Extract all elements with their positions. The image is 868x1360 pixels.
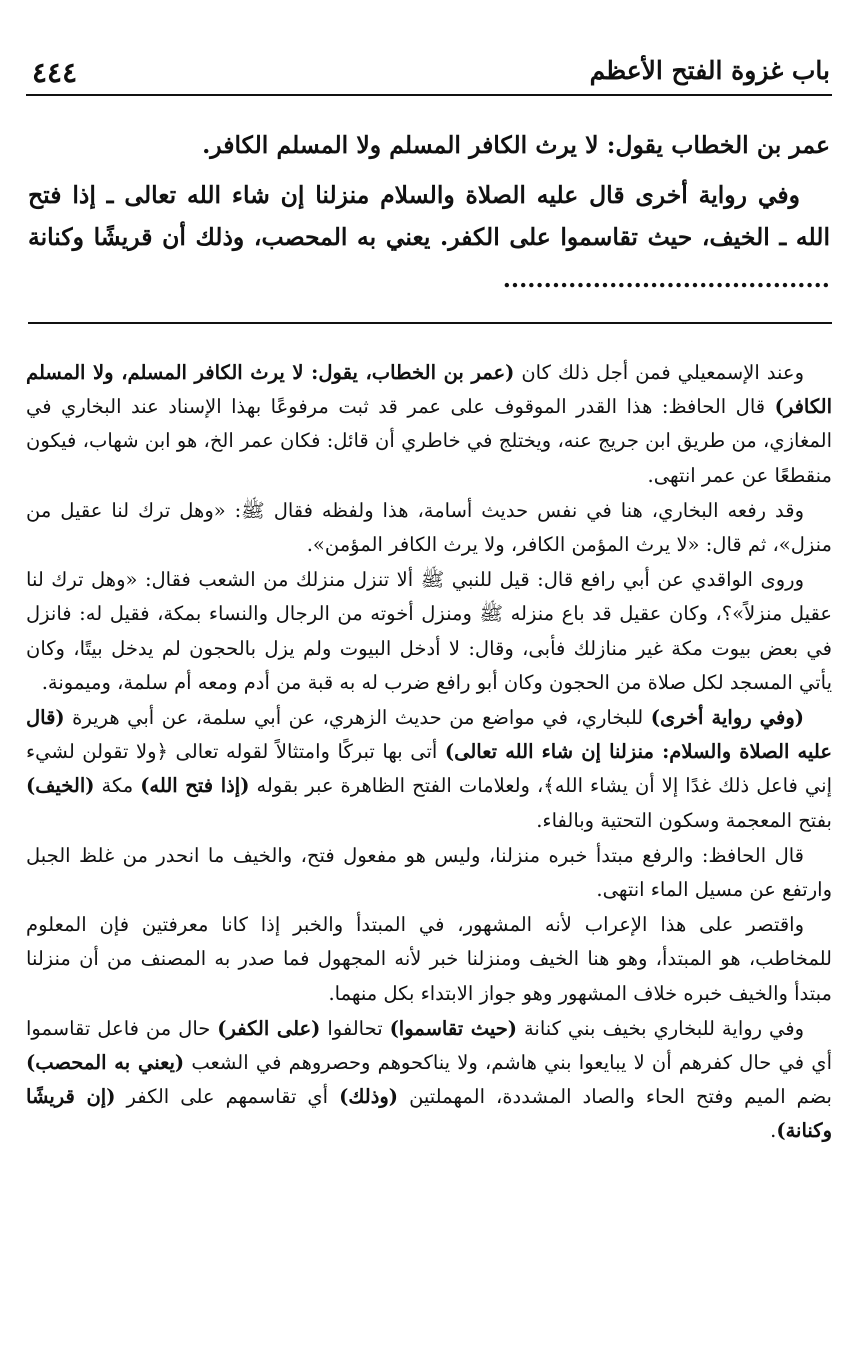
commentary-paragraph: واقتصر على هذا الإعراب لأنه المشهور، في المبتدأ والخبر إذا كانا معرفتين فإن المعلوم للمخاطب، هو المبتدأ، وهو هنا الخيف ومنزلنا خبر لأنه المجهول فما صدر به المصنف من أن منزلنا مبتدأ والخيف خبره خلاف المشهور وهو جواز الابتداء بكل منهما. [26, 913, 832, 1005]
matn-text-block [28, 124, 830, 308]
quoted-matn: (إن قريشًا وكنانة) [26, 1085, 832, 1143]
matn-paragraph: عمر بن الخطاب يقول: لا يرث الكافر المسلم ولا المسلم الكافر. [202, 131, 830, 159]
text-run: أي تقاسمهم على الكفر [115, 1085, 340, 1109]
commentary-paragraph [26, 1012, 832, 1149]
commentary-text-block [26, 356, 832, 1150]
section-divider [28, 322, 832, 324]
quoted-matn: (الخيف) [26, 774, 95, 798]
text-run: أتى بها تبركًا وامتثالاً لقوله تعالى ﴿ولا تقولن لشيء إني فاعل ذلك غدًا إلا أن يشاء الله﴾، ولعلامات الفتح الظاهرة عبر بقوله [26, 740, 832, 798]
quoted-matn: (حيث تقاسموا) [389, 1016, 518, 1040]
text-run: وفي رواية للبخاري بخيف بني كنانة [517, 1016, 805, 1040]
commentary-paragraph: قال الحافظ: والرفع مبتدأ خبره منزلنا، وليس هو مفعول فتح، والخيف ما انحدر من غلظ الجبل وارتفع عن مسيل الماء انتهى. [26, 843, 832, 902]
running-title: باب غزوة الفتح الأعظم [589, 56, 830, 85]
commentary-paragraph: وروى الواقدي عن أبي رافع قال: قيل للنبي ﷺ ألا تنزل منزلك من الشعب فقال: «وهل ترك لنا عقيل منزلاً»؟، وكان عقيل قد باع منزله ﷺ ومنزل أخوته من الرجال والنساء بمكة، فقيل له: فانزل في بعض بيوت مكة غير منازلك فأبى، وقال: لا أدخل البيوت ولم يزل بالحجون لم يدخل بيتًا، وكان يأتي المسجد لكل صلاة من الحجون وكان أبو رافع ضرب له به قبة من أدم ومعه أم سلمة، وميمونة. [26, 568, 832, 694]
quoted-matn: (وفي رواية أخرى) [650, 706, 804, 730]
text-run: بفتح المعجمة وسكون التحتية وبالفاء. [536, 808, 832, 832]
quoted-matn: (إذا فتح الله) [140, 774, 250, 798]
text-run: بضم الميم وفتح الحاء والصاد المشددة، المهملتين [398, 1085, 832, 1109]
matn-paragraph [28, 174, 830, 300]
text-run: مكة [94, 774, 141, 798]
quoted-matn: (يعني به المحصب) [26, 1051, 185, 1075]
continuation-dots: ........................................ [502, 265, 830, 293]
page-number: ٤٤٤ [32, 56, 78, 89]
commentary-paragraph [26, 356, 832, 493]
matn-text: وفي رواية أخرى قال عليه الصلاة والسلام منزلنا إن شاء الله تعالى ـ إذا فتح الله ـ الخيف، حيث تقاسموا على الكفر. يعني به المحصب، وذلك أن قريشًا وكنانة [28, 181, 830, 251]
text-run: للبخاري، في مواضع من حديث الزهري، عن أبي سلمة، عن أبي هريرة [64, 706, 651, 730]
quoted-matn: (على الكفر) [217, 1016, 321, 1040]
text-run: وعند الإسمعيلي فمن أجل ذلك كان [514, 361, 804, 384]
quoted-matn: (قال عليه الصلاة والسلام: منزلنا إن شاء الله تعالى) [26, 706, 832, 764]
text-run: حال من فاعل تقاسموا أي في حال كفرهم أن لا يبايعوا بني هاشم، ولا يناكحوهم وحصروهم في الشعب [26, 1016, 832, 1075]
quoted-matn: (عمر بن الخطاب، يقول: لا يرث الكافر المسلم، ولا المسلم الكافر) [26, 361, 832, 419]
page-header [26, 50, 832, 96]
text-run: . [770, 1119, 777, 1143]
text-run: تحالفوا [320, 1016, 390, 1040]
commentary-paragraph [26, 701, 832, 838]
text-run: قال الحافظ: هذا القدر الموقوف على عمر قد ثبت مرفوعًا بهذا الإسناد عند البخاري في المغازي، من طريق ابن جريج عنه، ويختلج في خاطري أن قائل: فكان عمر الخ، هو ابن شهاب، فيكون منقطعًا عن عمر انتهى. [26, 395, 832, 487]
quoted-matn: (وذلك) [339, 1085, 399, 1109]
commentary-paragraph: وقد رفعه البخاري، هنا في نفس حديث أسامة، هذا ولفظه فقال ﷺ: «وهل ترك لنا عقيل من منزل»، ثم قال: «لا يرث المؤمن الكافر، ولا يرث الكافر المؤمن». [26, 498, 832, 557]
